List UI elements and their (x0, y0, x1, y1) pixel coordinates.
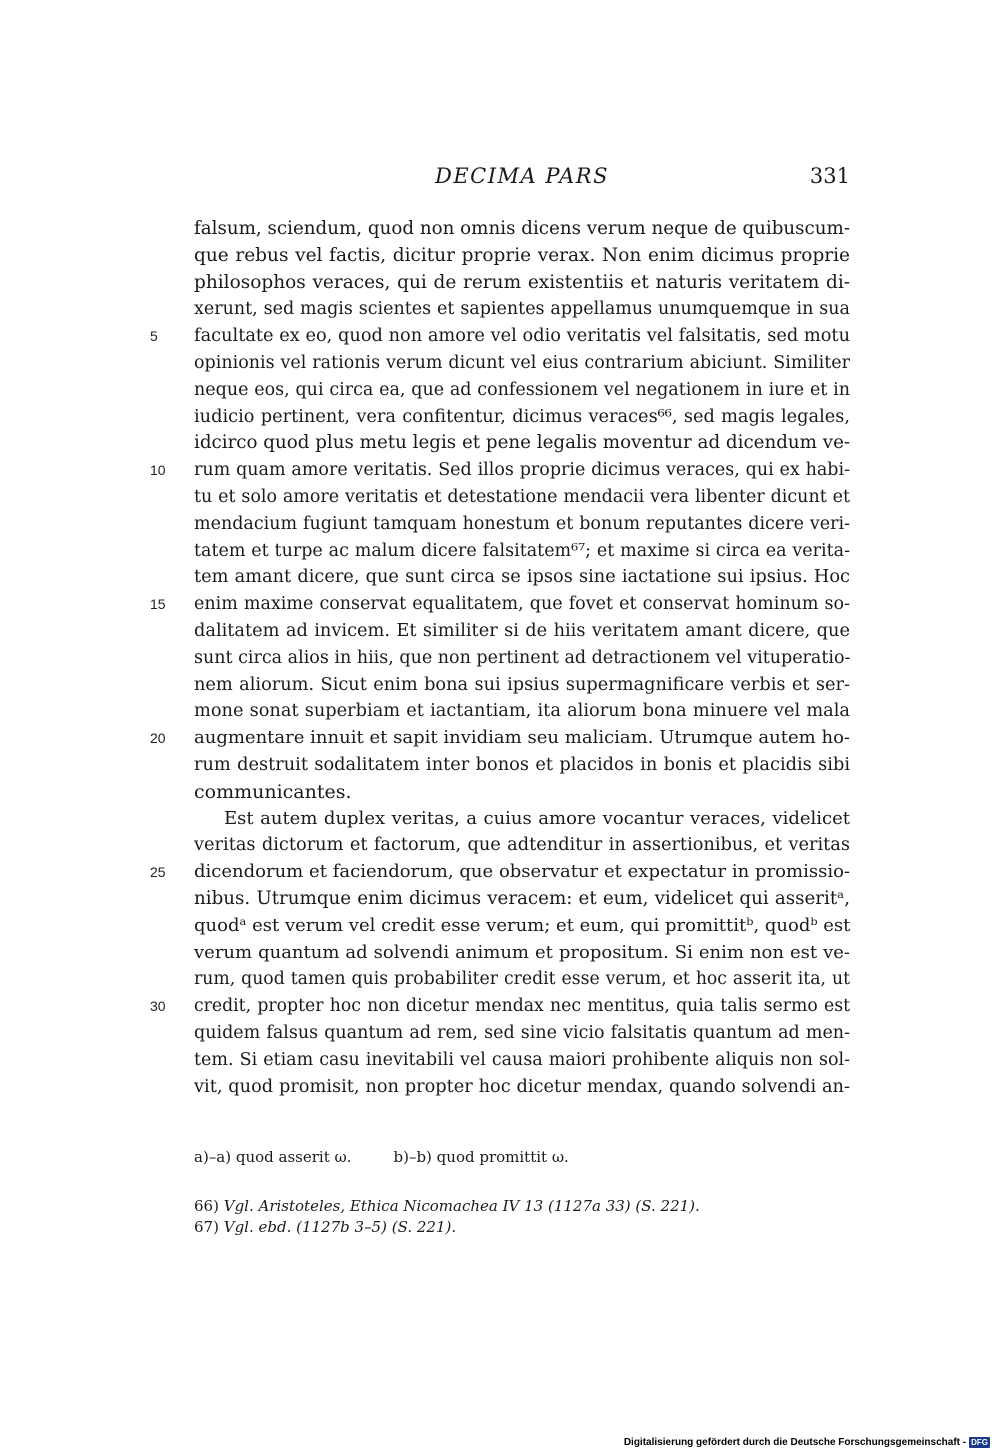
line-text: veritas dictorum et factorum, que adtenditur in assertionibus, et veritas (194, 835, 850, 856)
text-line (194, 752, 850, 779)
line-text: nibus. Utrumque enim dicimus veracem: et eum, videlicet qui asseritᵃ, (194, 887, 850, 909)
text-line (194, 1074, 850, 1101)
footnote-text: Vgl. Aristoteles, Ethica Nicomachea IV 13 (1127a 33) (S. 221). (223, 1197, 700, 1215)
text-line (194, 296, 850, 323)
text-line (194, 913, 850, 940)
line-text: rum quam amore veritatis. Sed illos proprie dicimus veraces, qui ex habi- (194, 460, 850, 481)
text-line (194, 886, 850, 913)
line-text: rum destruit sodalitatem inter bonos et placidos in bonis et placidis sibi (194, 754, 850, 775)
text-line (194, 270, 850, 297)
line-text: dalitatem ad invicem. Et similiter si de hiis veritatem amant dicere, que (194, 620, 850, 641)
running-title: DECIMA PARS (435, 164, 609, 188)
footnotes (194, 1196, 850, 1238)
text-line (194, 1047, 850, 1074)
line-text: quidem falsus quantum ad rem, sed sine vicio falsitatis quantum ad men- (194, 1022, 850, 1043)
text-line (150, 725, 850, 752)
line-number: 30 (150, 998, 166, 1015)
line-text: verum quantum ad solvendi animum et propositum. Si enim non est ve- (194, 941, 850, 963)
line-text: tem. Si etiam casu inevitabili vel causa maiori prohibente aliquis non sol- (194, 1049, 850, 1070)
text-line (150, 457, 850, 484)
text-line (194, 484, 850, 511)
main-text (150, 216, 851, 1100)
line-text: Est autem duplex veritas, a cuius amore vocantur veraces, videlicet (224, 807, 850, 829)
line-text: falsum, sciendum, quod non omnis dicens verum neque de quibuscum- (194, 218, 850, 239)
line-number: 10 (150, 462, 166, 479)
text-line (150, 859, 850, 886)
credit-text: Digitalisierung gefördert durch die Deutsche Forschungsgemeinschaft - (623, 1437, 967, 1448)
line-text: tu et solo amore veritatis et detestatione mendacii vera libenter dicunt et (194, 486, 850, 507)
text-line (194, 1020, 850, 1047)
text-line (194, 940, 850, 967)
text-line (194, 404, 850, 431)
line-text: idcirco quod plus metu legis et pene legalis moventur ad dicendum ve- (194, 432, 851, 454)
line-text: rum, quod tamen quis probabiliter credit esse verum, et hoc asserit ita, ut (194, 969, 850, 990)
line-text: enim maxime conservat equalitatem, que fovet et conservat hominum so- (194, 594, 850, 615)
line-text: credit, propter hoc non dicetur mendax nec mentitus, quia talis sermo est (194, 996, 850, 1017)
line-text: augmentare innuit et sapit invidiam seu maliciam. Utrumque autem ho- (194, 727, 850, 749)
text-line (194, 216, 850, 243)
line-text: neque eos, qui circa ea, que ad confessionem vel negationem in iure et in (194, 379, 850, 400)
text-line (194, 350, 850, 377)
footnote (194, 1196, 850, 1217)
text-line (194, 645, 850, 672)
line-text: que rebus vel factis, dicitur proprie verax. Non enim dicimus proprie (194, 244, 850, 266)
text-line (194, 618, 850, 645)
line-text: vit, quod promisit, non propter hoc dicetur mendax, quando solvendi an- (194, 1076, 850, 1097)
text-line (150, 993, 850, 1020)
page-number: 331 (809, 164, 850, 188)
text-line (150, 323, 850, 350)
text-line (194, 672, 850, 699)
running-head (194, 164, 850, 194)
dfg-logo: DFG (971, 1438, 988, 1447)
text-line (194, 511, 850, 538)
text-line (150, 591, 850, 618)
digitization-credit (624, 1437, 990, 1448)
line-text: iudicio pertinent, vera confitentur, dicimus veraces⁶⁶, sed magis legales, (194, 406, 850, 427)
line-text: sunt circa alios in hiis, que non pertinent ad detractionem vel vituperatio- (194, 647, 851, 668)
line-text: tatem et turpe ac malum dicere falsitatem⁶⁷; et maxime si circa ea verita- (194, 540, 850, 561)
text-line (194, 538, 850, 565)
line-text: philosophos veraces, qui de rerum existentiis et naturis veritatem di- (194, 271, 850, 293)
apparatus-entry: a)–a) quod asserit ω. (194, 1148, 352, 1166)
line-number: 20 (150, 730, 166, 747)
apparatus-entry: b)–b) quod promittit ω. (393, 1148, 569, 1166)
text-line (194, 779, 850, 806)
line-text: opinionis vel rationis verum dicunt vel eius contrarium abiciunt. Similiter (194, 352, 850, 373)
line-text: nem aliorum. Sicut enim bona sui ipsius supermagnificare verbis et ser- (194, 674, 850, 695)
text-line (194, 966, 850, 993)
text-line (194, 832, 850, 859)
line-number: 15 (150, 596, 166, 613)
text-line (194, 698, 850, 725)
footnote-number: 67) (194, 1218, 219, 1236)
line-text: communicantes. (194, 780, 352, 803)
text-line (194, 243, 850, 270)
text-line (194, 430, 850, 457)
footnote (194, 1217, 850, 1238)
text-line (194, 806, 850, 833)
footnote-number: 66) (194, 1197, 219, 1215)
line-text: tem amant dicere, que sunt circa se ipsos sine iactatione sui ipsius. Hoc (194, 567, 850, 588)
line-number: 25 (150, 864, 166, 881)
line-text: xerunt, sed magis scientes et sapientes appellamus unumquemque in sua (194, 299, 850, 320)
line-text: facultate ex eo, quod non amore vel odio veritatis vel falsitatis, sed motu (194, 326, 850, 347)
line-text: dicendorum et faciendorum, que observatur et expectatur in promissio- (194, 861, 850, 883)
critical-apparatus (194, 1148, 850, 1166)
text-line (194, 564, 850, 591)
line-text: mone sonat superbiam et iactantiam, ita aliorum bona minuere vel mala (194, 701, 850, 722)
text-line (194, 377, 850, 404)
line-text: mendacium fugiunt tamquam honestum et bonum reputantes dicere veri- (194, 513, 850, 534)
line-number: 5 (150, 328, 158, 345)
footnote-text: Vgl. ebd. (1127b 3–5) (S. 221). (223, 1218, 457, 1236)
line-text: quodᵃ est verum vel credit esse verum; et eum, qui promittitᵇ, quodᵇ est (194, 914, 851, 936)
